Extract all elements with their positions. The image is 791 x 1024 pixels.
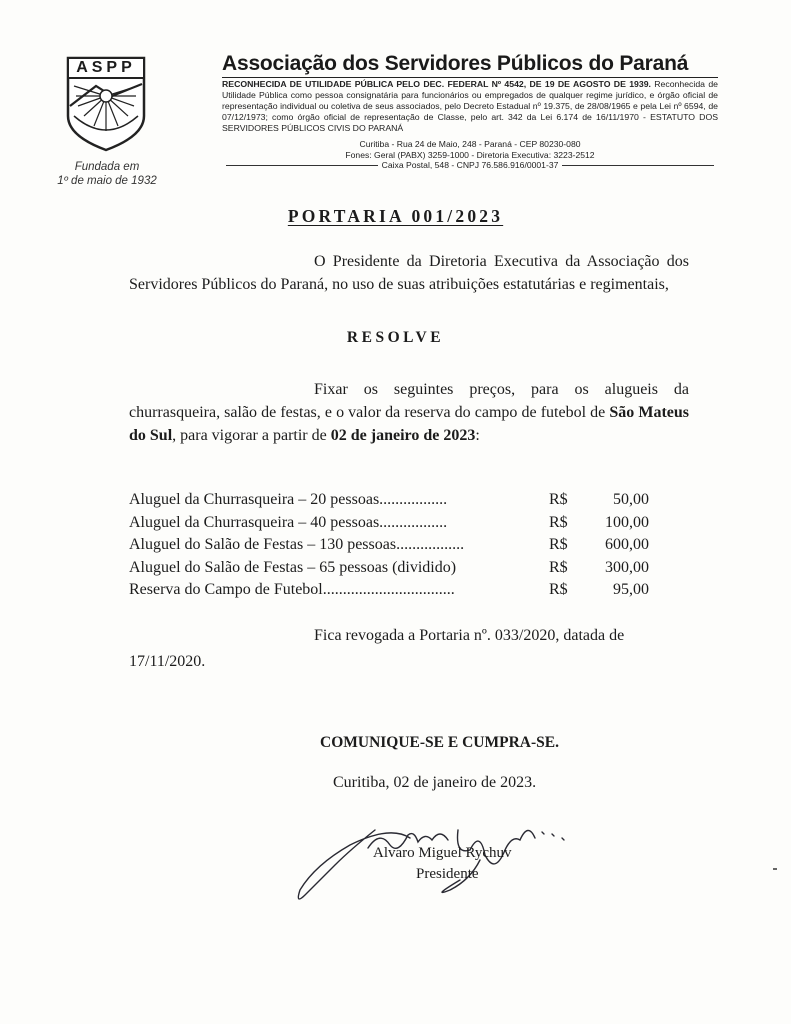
price-value: 300,00: [605, 558, 649, 576]
city-date: Curitiba, 02 de janeiro de 2023.: [333, 774, 537, 791]
document-title-text: PORTARIA 001/2023: [287, 206, 504, 226]
price-description: Aluguel da Churrasqueira – 20 pessoas.................: [129, 491, 448, 508]
logo-text: ASPP: [76, 59, 136, 76]
intro-first-line: O Presidente da Diretoria Executiva da Associação: [314, 253, 660, 270]
body-date: 02 de janeiro de 2023: [330, 427, 476, 444]
resolve-heading: RESOLVE: [346, 329, 445, 346]
revocation-line1: Fica revogada a Portaria nº. 033/2020, datada de: [314, 627, 625, 644]
signer-block: [373, 843, 512, 885]
price-value: 600,00: [605, 536, 649, 553]
divider-right: [562, 165, 714, 166]
intro-rest: dos Servidores Públicos do Paraná, no uso de suas atribuições estatutárias e regimentais,: [129, 253, 690, 293]
founded-line1: Fundada em: [74, 161, 140, 173]
price-row: [129, 557, 649, 580]
price-value: 100,00: [605, 513, 649, 531]
postal-text: Caixa Postal, 548 - CNPJ 76.586.916/0001-37: [381, 160, 559, 170]
recognition-text: [222, 79, 718, 134]
postal-line: [222, 160, 718, 171]
founded-note: [42, 160, 172, 188]
document-title: [0, 206, 791, 227]
organization-name: Associação dos Servidores Públicos do Paraná: [222, 52, 718, 78]
body-text-a: Fixar os seguintes preços, para os alugueis da churrasqueira, salão de festas, e o valor da reserva do campo de futebol de: [129, 381, 689, 421]
recognition-bold: RECONHECIDA DE UTILIDADE PÚBLICA PELO DEC. FEDERAL Nº 4542, DE 19 DE AGOSTO DE 1939.: [222, 79, 651, 89]
divider-left: [226, 165, 378, 166]
price-description: Aluguel do Salão de Festas – 130 pessoas.................: [129, 536, 465, 553]
body-paragraph: [129, 378, 689, 447]
phones-line: Fones: Geral (PABX) 3259-1000 - Diretoria Executiva: 3223-2512: [345, 149, 595, 160]
price-row: [129, 489, 649, 512]
price-currency: R$: [549, 558, 568, 576]
body-place: São Mateus do Sul: [129, 404, 690, 444]
price-currency: R$: [549, 536, 568, 553]
price-list: [129, 489, 649, 602]
recognition-body: Reconhecida de Utilidade Pública como pessoa consignatária para funcionários ou empregados de qualquer regime jurídico, e órgão oficial de representação individual ou coletiva de seus associados, pelo Decreto Estadual nº 19.375, de 28/08/1965 e pela Lei nº 6594, de 07/12/1973; como órgão oficial de representação de Classe, pelo art. 342 da Lei 6.174 de 16/11/1970 - ESTATUTO DOS SERVIDORES PÚBLICOS CIVIS DO PARANÁ: [222, 79, 718, 133]
signer-name: Alvaro Miguel Rychuv: [373, 845, 512, 861]
price-description: Aluguel do Salão de Festas – 65 pessoas (dividido): [129, 558, 457, 576]
scan-speck: [773, 868, 777, 870]
logo: [58, 56, 168, 152]
signer-role: Presidente: [416, 866, 479, 882]
body-text-c: :: [475, 427, 480, 444]
closing-statement: COMUNIQUE-SE E CUMPRA-SE.: [320, 734, 559, 751]
price-description: Aluguel da Churrasqueira – 40 pessoas.................: [129, 513, 448, 531]
price-row: [129, 579, 649, 602]
price-value: 50,00: [613, 491, 649, 508]
price-value: 95,00: [613, 581, 649, 598]
body-text-b: , para vigorar a partir de: [172, 427, 327, 444]
letterhead: [222, 52, 718, 171]
price-row: [129, 512, 649, 535]
founded-line2: 1º de maio de 1932: [57, 175, 157, 187]
intro-paragraph: [129, 250, 689, 296]
price-currency: R$: [549, 491, 568, 508]
price-row: [129, 534, 649, 557]
address-line: Curitiba - Rua 24 de Maio, 248 - Paraná - CEP 80230-080: [359, 139, 581, 149]
price-description: Reserva do Campo de Futebol.................................: [129, 581, 455, 598]
contact-block: [222, 139, 718, 171]
revocation-line2: 17/11/2020.: [129, 653, 206, 670]
price-currency: R$: [549, 513, 568, 531]
revocation-paragraph: [129, 624, 689, 673]
price-currency: R$: [549, 581, 568, 598]
